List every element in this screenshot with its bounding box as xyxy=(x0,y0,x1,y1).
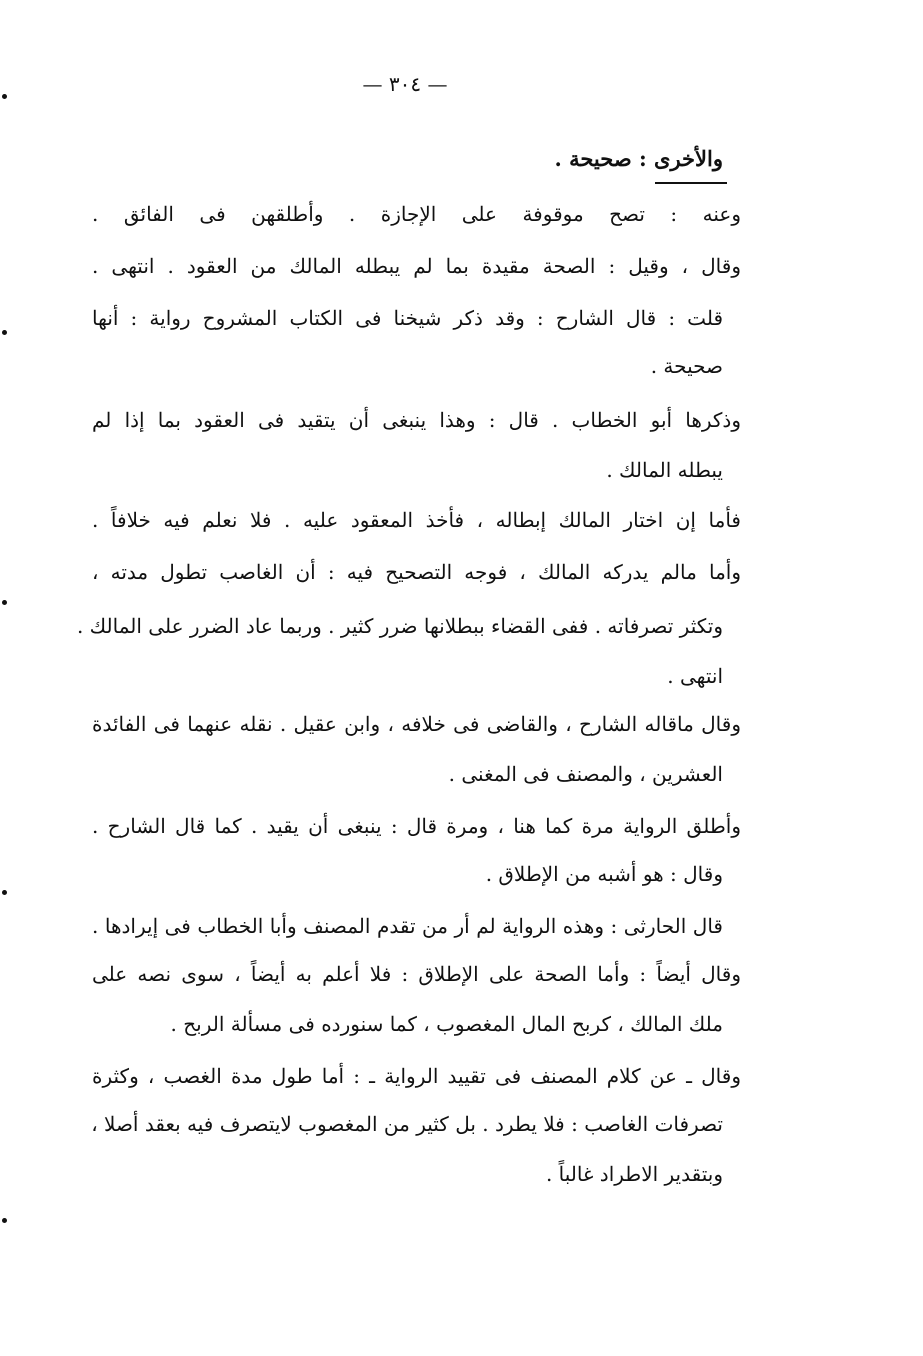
text-line-15: وقال : هو أشبه من الإطلاق . xyxy=(485,862,723,886)
margin-mark xyxy=(2,890,7,895)
text-line-1: والأخرى : صحيحة . xyxy=(554,146,723,171)
text-line-17: وقال أيضاً : وأما الصحة على الإطلاق : فلا أعلم به أيضاً ، سوى نصه على xyxy=(92,962,741,986)
text-line-8: فأما إن اختار المالك إبطاله ، فأخذ المعقود عليه . فلا نعلم فيه خلافاً . xyxy=(92,508,741,532)
text-line-3: وقال ، وقيل : الصحة مقيدة بما لم يبطله المالك من العقود . انتهى . xyxy=(92,254,741,278)
heading-underline xyxy=(655,182,727,184)
text-line-13: العشرين ، والمصنف فى المغنى . xyxy=(448,762,723,786)
text-line-11: انتهى . xyxy=(667,664,723,688)
margin-mark xyxy=(2,1218,7,1223)
text-line-18: ملك المالك ، كربح المال المغصوب ، كما سنورده فى مسألة الربح . xyxy=(170,1012,723,1036)
text-line-10: وتكثر تصرفاته . ففى القضاء ببطلانها ضرر كثير . وربما عاد الضرر على المالك . xyxy=(76,614,723,638)
text-line-9: وأما مالم يدركه المالك ، فوجه التصحيح فيه : أن الغاصب تطول مدته ، xyxy=(92,560,741,584)
margin-mark xyxy=(2,600,7,605)
text-line-19: وقال ـ عن كلام المصنف فى تقييد الرواية ـ : أما طول مدة الغصب ، وكثرة xyxy=(92,1064,741,1088)
text-line-6: وذكرها أبو الخطاب . قال : وهذا ينبغى أن يتقيد فى العقود بما إذا لم xyxy=(92,408,741,432)
text-line-12: وقال ماقاله الشارح ، والقاضى فى خلافه ، وابن عقيل . نقله عنهما فى الفائدة xyxy=(92,712,741,736)
margin-mark xyxy=(2,94,7,99)
text-line-16: قال الحارثى : وهذه الرواية لم أر من تقدم المصنف وأبا الخطاب فى إيرادها . xyxy=(92,914,723,938)
text-line-5: صحيحة . xyxy=(650,354,723,378)
margin-mark xyxy=(2,330,7,335)
text-line-2: وعنه : تصح موقوفة على الإجازة . وأطلقهن فى الفائق . xyxy=(92,202,741,226)
text-line-14: وأطلق الرواية مرة كما هنا ، ومرة قال : ينبغى أن يقيد . كما قال الشارح . xyxy=(92,814,741,838)
text-line-20: تصرفات الغاصب : فلا يطرد . بل كثير من المغصوب لايتصرف فيه بعقد أصلا ، xyxy=(91,1112,723,1136)
text-line-21: وبتقدير الاطراد غالباً . xyxy=(545,1162,723,1186)
text-line-4: قلت : قال الشارح : وقد ذكر شيخنا فى الكتاب المشروح رواية : أنها xyxy=(92,306,723,330)
text-line-7: يبطله المالك . xyxy=(606,458,723,482)
page-number: — ٣٠٤ — xyxy=(362,72,448,96)
